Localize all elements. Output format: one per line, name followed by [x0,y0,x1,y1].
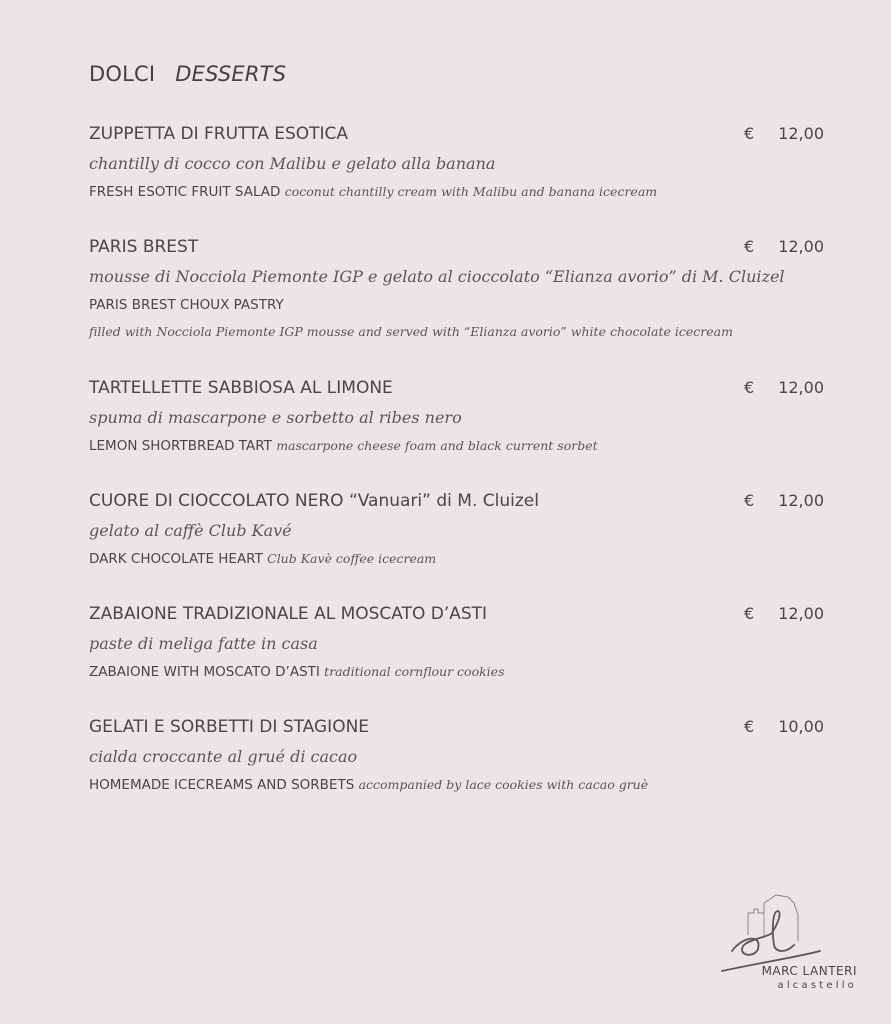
currency-symbol: € [744,378,755,397]
item-name-english: FRESH ESOTIC FRUIT SALAD [89,184,281,200]
price-value: 12,00 [778,237,824,256]
item-name-english: DARK CHOCOLATE HEART [89,551,263,567]
item-name: GELATI E SORBETTI DI STAGIONE [89,717,370,737]
currency-symbol: € [744,237,755,256]
item-name-english: ZABAIONE WITH MOSCATO D’ASTI [89,664,320,680]
item-description-english: Club Kavè coffee icecream [267,551,437,566]
menu-item-gelati [89,717,829,794]
logo-graphic [718,893,868,973]
item-description-italian: chantilly di cocco con Malibu e gelato alla banana [89,154,496,173]
price-value: 12,00 [778,491,824,510]
item-name-english: HOMEMADE ICECREAMS AND SORBETS [89,777,355,793]
item-description-italian: cialda croccante al grué di cacao [89,747,358,766]
item-description-english: traditional cornflour cookies [324,664,505,679]
currency-symbol: € [744,604,755,623]
item-price [744,378,824,398]
item-name-english: LEMON SHORTBREAD TART [89,438,272,454]
brand-subtitle: alcastello [777,980,857,991]
title-italian: DOLCI [89,62,156,86]
menu-item-paris-brest [89,237,829,341]
brand-signature [762,964,857,991]
item-price [744,237,824,257]
item-english [89,776,829,794]
item-description-italian: mousse di Nocciola Piemonte IGP e gelato al cioccolato “Elianza avorio” di M. Cluizel [89,267,785,286]
item-price [744,124,824,144]
item-english [89,183,829,201]
price-value: 12,00 [778,124,824,143]
currency-symbol: € [744,717,755,736]
page-title [89,62,286,86]
menu-item-zabaione [89,604,829,681]
item-english [89,663,829,681]
price-value: 12,00 [778,604,824,623]
item-english [89,550,829,568]
currency-symbol: € [744,491,755,510]
item-name-english: PARIS BREST CHOUX PASTRY [89,297,284,313]
menu-item-cuore-cioccolato [89,491,829,568]
price-value: 12,00 [778,378,824,397]
title-english: DESSERTS [175,62,287,86]
item-name: ZUPPETTA DI FRUTTA ESOTICA [89,124,349,144]
currency-symbol: € [744,124,755,143]
price-value: 10,00 [778,717,824,736]
item-description-italian: gelato al caffè Club Kavé [89,521,292,540]
item-name: CUORE DI CIOCCOLATO NERO “Vanuari” di M. Cluizel [89,491,539,511]
item-description-english: filled with Nocciola Piemonte IGP mousse and served with “Elianza avorio” white chocolate icecream [89,324,733,339]
item-price [744,604,824,624]
item-price [744,717,824,737]
item-description-english: mascarpone cheese foam and black current sorbet [276,438,598,453]
item-name: TARTELLETTE SABBIOSA AL LIMONE [89,378,393,398]
item-name: ZABAIONE TRADIZIONALE AL MOSCATO D’ASTI [89,604,488,624]
item-description-italian: paste di meliga fatte in casa [89,634,318,653]
menu-item-zuppetta [89,124,829,201]
brand-name: MARC LANTERI [761,964,857,978]
item-english [89,437,829,455]
item-description-italian: spuma di mascarpone e sorbetto al ribes nero [89,408,462,427]
menu-item-tartellette [89,378,829,455]
item-price [744,491,824,511]
item-description-english: accompanied by lace cookies with cacao gruè [358,777,649,792]
item-name: PARIS BREST [89,237,199,257]
item-english [89,296,829,314]
item-description-english: coconut chantilly cream with Malibu and banana icecream [284,184,658,199]
